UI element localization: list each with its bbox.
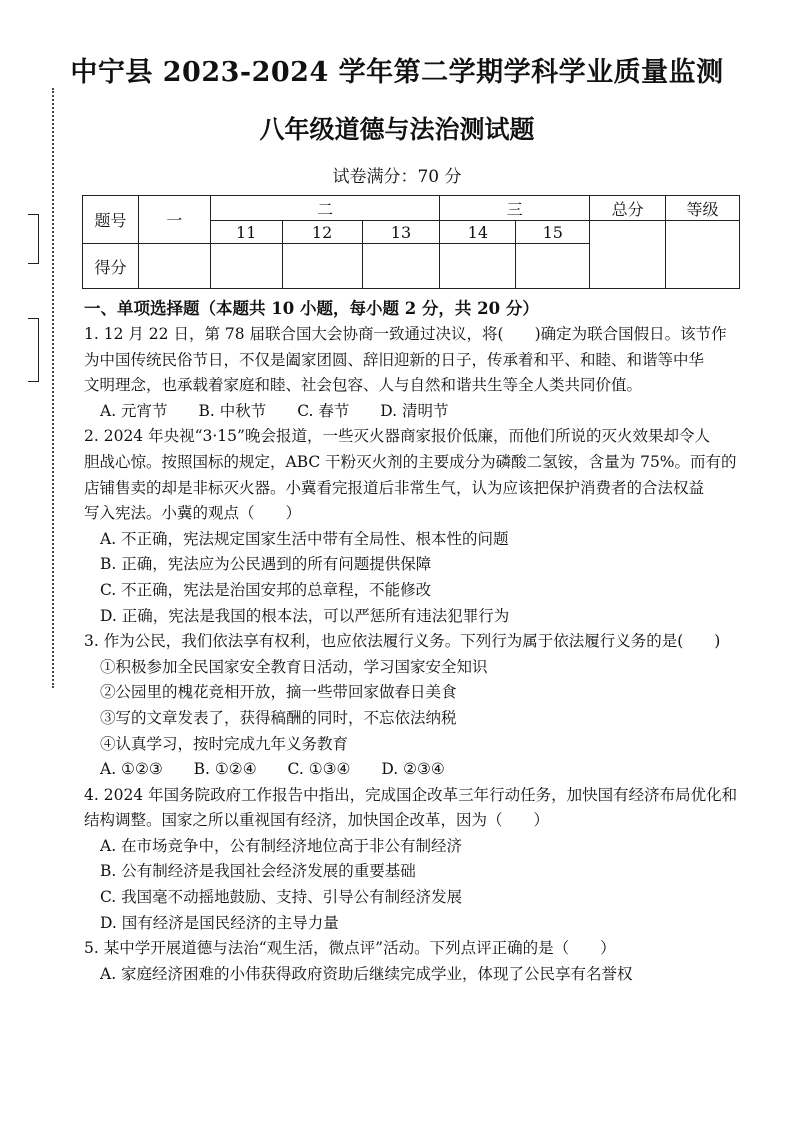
- statement-item: ①积极参加全民国家安全教育日活动，学习国家安全知识: [100, 657, 488, 676]
- score-table-subnumber: 14: [440, 221, 516, 244]
- score-table-row-label: 得分: [83, 244, 139, 289]
- option[interactable]: D. 国有经济是国民经济的主导力量: [100, 913, 339, 932]
- score-table-subnumber: 12: [282, 221, 362, 244]
- question-2: [84, 424, 744, 629]
- option[interactable]: C. ①③④: [287, 760, 351, 779]
- question-3: [84, 629, 744, 783]
- binding-bracket: [28, 318, 39, 382]
- question-5: [84, 936, 744, 987]
- question-text: 胆战心惊。按照国标的规定，ABC 干粉灭火剂的主要成分为磷酸二氢铵，含量为 75%。而有的: [84, 452, 737, 471]
- score-cell: [138, 244, 210, 289]
- option[interactable]: B. 中秋节: [198, 401, 267, 420]
- full-score: 试卷满分：70 分: [332, 167, 462, 187]
- question-list: [84, 322, 744, 987]
- option[interactable]: D. 正确，宪法是我国的根本法，可以严惩所有违法犯罪行为: [100, 606, 510, 625]
- question-text: 店铺售卖的却是非标灭火器。小冀看完报道后非常生气，认为应该把保护消费者的合法权益: [84, 478, 705, 497]
- section-heading: 一、单项选择题（本题共 10 小题，每小题 2 分，共 20 分）: [84, 299, 539, 318]
- question-text: 5. 某中学开展道德与法治“观生活，微点评”活动。下列点评正确的是（ ）: [84, 939, 616, 958]
- score-cell: [440, 244, 516, 289]
- score-table: [82, 195, 740, 289]
- score-table-subnumber: 11: [210, 221, 282, 244]
- statement-item: ③写的文章发表了，获得稿酬的同时，不忘依法纳税: [100, 708, 457, 727]
- binding-bracket: [28, 214, 39, 264]
- question-text: 1. 12 月 22 日，第 78 届联合国大会协商一致通过决议，将( )确定为联合国假日。该节作: [84, 325, 727, 343]
- score-table-subnumber: 13: [362, 221, 440, 244]
- score-table-header-part-two: 二: [210, 196, 440, 221]
- statement-item: ④认真学习，按时完成九年义务教育: [100, 734, 349, 753]
- score-cell: [210, 244, 282, 289]
- score-cell-grade: [666, 221, 740, 289]
- score-table-subnumber: 15: [516, 221, 590, 244]
- option[interactable]: C. 不正确，宪法是治国安邦的总章程，不能修改: [100, 580, 432, 599]
- option[interactable]: A. 在市场竞争中，公有制经济地位高于非公有制经济: [100, 836, 463, 855]
- exam-title: 中宁县 2023-2024 学年第二学期学科学业质量监测: [70, 57, 724, 88]
- score-table-header-part-one: 一: [138, 196, 210, 244]
- score-table-header-question: 题号: [83, 196, 139, 244]
- option[interactable]: D. 清明节: [380, 401, 449, 420]
- option[interactable]: C. 我国毫不动摇地鼓励、支持、引导公有制经济发展: [100, 888, 463, 907]
- option[interactable]: A. 元宵节: [100, 401, 168, 420]
- score-table-header-total: 总分: [590, 196, 666, 221]
- option[interactable]: B. 正确，宪法应为公民遇到的所有问题提供保障: [100, 555, 432, 574]
- option[interactable]: A. 不正确，宪法规定国家生活中带有全局性、根本性的问题: [100, 529, 509, 548]
- option[interactable]: C. 春节: [297, 401, 350, 420]
- question-text: 4. 2024 年国务院政府工作报告中指出，完成国企改革三年行动任务，加快国有经济布局优化和: [84, 785, 738, 804]
- option[interactable]: A. 家庭经济困难的小伟获得政府资助后继续完成学业，体现了公民享有名誉权: [100, 964, 633, 983]
- score-table-header-grade: 等级: [666, 196, 740, 221]
- question-text: 结构调整。国家之所以重视国有经济，加快国企改革，因为（ ）: [84, 811, 550, 830]
- score-cell: [516, 244, 590, 289]
- option[interactable]: B. 公有制经济是我国社会经济发展的重要基础: [100, 862, 416, 881]
- option-row: [84, 757, 744, 783]
- question-text: 3. 作为公民，我们依法享有权利，也应依法履行义务。下列行为属于依法履行义务的是( ): [84, 632, 721, 651]
- score-cell: [282, 244, 362, 289]
- option-row: [84, 399, 744, 425]
- question-text: 文明理念，也承载着家庭和睦、社会包容、人与自然和谐共生等全人类共同价值。: [84, 376, 643, 395]
- option[interactable]: D. ②③④: [381, 760, 445, 779]
- question-text: 写入宪法。小冀的观点（ ）: [84, 504, 302, 523]
- score-cell: [362, 244, 440, 289]
- option[interactable]: A. ①②③: [100, 760, 163, 779]
- question-4: [84, 783, 744, 937]
- exam-subtitle: 八年级道德与法治测试题: [259, 115, 535, 144]
- score-cell-total: [590, 221, 666, 289]
- score-table-header-part-three: 三: [440, 196, 590, 221]
- question-text: 为中国传统民俗节日，不仅是阖家团圆、辞旧迎新的日子，传承着和平、和睦、和谐等中华: [84, 350, 705, 369]
- question-text: 2. 2024 年央视“3·15”晚会报道，一些灭火器商家报价低廉，而他们所说的灭火效果却令人: [84, 427, 710, 446]
- question-1: [84, 322, 744, 424]
- option[interactable]: B. ①②④: [193, 760, 257, 779]
- statement-item: ②公园里的槐花竞相开放，摘一些带回家做春日美食: [100, 683, 457, 702]
